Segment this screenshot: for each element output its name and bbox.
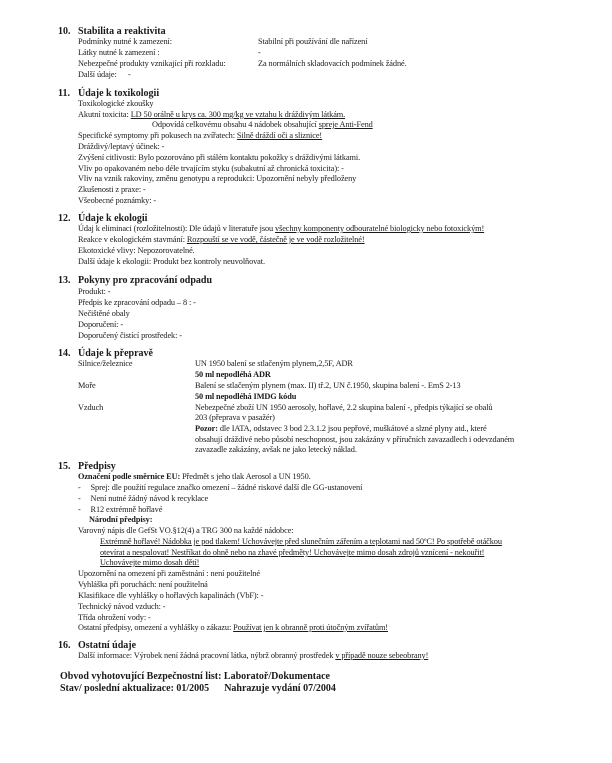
s15-line-14: Třída ohrožení vody: - bbox=[78, 613, 151, 622]
s15-bullet-3-text: R12 extrémně hořlavé bbox=[90, 505, 163, 514]
s14-air-line-4: obsahují dráždivé nebo působí neschopnost, jsou zakázány v příručních zavazadlech i odevzdaném bbox=[195, 435, 515, 444]
section-11-number: 11. bbox=[58, 88, 70, 99]
s13-line-3: Nečištěné obaly bbox=[78, 309, 130, 318]
s15-line-10: Upozornění na omezení při zaměstnání : není použitelné bbox=[78, 569, 260, 578]
s10-label-0: Podmínky nutné k zamezení: bbox=[78, 37, 172, 46]
s15-line-6: Varovný nápis dle GefSt VO.§12(4) a TRG 300 na každé nádobce: bbox=[78, 526, 294, 535]
s10-value-3: - bbox=[128, 70, 131, 79]
s14-air-line-3 bbox=[195, 424, 487, 434]
s14-sea-label: Moře bbox=[78, 381, 96, 390]
section-13-title: Pokyny pro zpracování odpadu bbox=[78, 275, 213, 286]
section-12-number: 12. bbox=[58, 213, 71, 224]
s10-value-2: Za normálních skladovacích podmínek žádné. bbox=[258, 59, 407, 68]
s11-line-8: Vliv na vznik rakoviny, změnu genotypu a reprodukci: Upozornění nebyly předloženy bbox=[78, 174, 357, 183]
section-10-title: Stabilita a reaktivita bbox=[78, 26, 166, 37]
s10-label-2: Nebezpečné produkty vznikající při rozkladu: bbox=[78, 59, 226, 68]
footer-replaces-edition: Nahrazuje vydání 07/2004 bbox=[224, 683, 336, 694]
s10-value-1: - bbox=[258, 48, 261, 57]
s11-line-3 bbox=[152, 120, 373, 130]
s14-air-line-5: zavazadle zakázány, avšak ne jako letecký náklad. bbox=[195, 445, 357, 454]
s14-air-line-2: 203 (přeprava v pasažér) bbox=[195, 413, 275, 422]
s10-label-3: Další údaje: bbox=[78, 70, 117, 79]
s11-line-3-product: spreje Anti-Fend bbox=[318, 120, 373, 129]
s11-line-4-label: Specifické symptomy při pokusech na zvířatech: bbox=[78, 131, 237, 140]
s14-sea-line-2: 50 ml nepodléhá IMDG kódu bbox=[195, 392, 297, 401]
s12-line-4: Další údaje k ekologii: Produkt bez kontroly neuvolňovat. bbox=[78, 257, 265, 266]
s11-line-1: Toxikologické zkoušky bbox=[78, 99, 154, 108]
s15-line-15 bbox=[78, 623, 388, 633]
s15-warning-line-3: Uchovávejte mimo dosah dětí! bbox=[100, 558, 200, 567]
section-14-number: 14. bbox=[58, 348, 71, 359]
s14-sea-line-1: Balení se stlačeným plynem (max. II) tř.2, UN č.1950, skupina balení -. EmS 2-13 bbox=[195, 381, 461, 390]
s14-air-label: Vzduch bbox=[78, 403, 104, 412]
s15-line-1-label: Označení podle směrnice EU: bbox=[78, 472, 181, 481]
s15-line-1 bbox=[78, 472, 311, 482]
s14-rail-line-2: 50 ml nepodléhá ADR bbox=[195, 370, 271, 379]
s15-bullet-1: - Sprej: dle použití regulace značko omezení – žádné riskové další dle GG-ustanovení bbox=[78, 483, 363, 492]
s15-line-1-text: Předmět s jeho tlak Aerosol a UN 1950. bbox=[180, 472, 311, 481]
s11-line-9: Zkušenosti z praxe: - bbox=[78, 185, 146, 194]
s15-warning-line-2: otevírat a nespalovat! Nestříkat do ohně nebo na zhavé předměty! Uchovávejte mimo dosah zdrojů vznícení - nekouřit! bbox=[100, 548, 485, 557]
s15-bullet-2: - Není nutné žádný návod k recyklace bbox=[78, 494, 209, 503]
s14-air-warning-text: dle IATA, odstavec 3 bod 2.3.1.2 jsou pepřové, muškátové a slzné plyny atd., které bbox=[217, 424, 487, 433]
s15-bullet-2-text: Není nutné žádný návod k recyklace bbox=[90, 494, 209, 503]
s11-line-2-text: LD 50 orálně u krys ca. 300 mg/kg ve vztahu k dráždivým látkám. bbox=[130, 110, 346, 119]
s12-line-1 bbox=[78, 224, 484, 234]
s16-line-1-text: Další informace: Výrobek není žádná pracovní látka, nýbrž obranný prostředek bbox=[78, 651, 336, 660]
s14-air-warning-label: Pozor: bbox=[195, 424, 218, 433]
s13-line-4: Doporučení: - bbox=[78, 320, 124, 329]
s11-line-6: Zvýšení citlivosti: Bylo pozorováno při stálém kontaktu pokožky s dráždivými látkami. bbox=[78, 153, 361, 162]
s14-air-line-1: Nebezpečné zboží UN 1950 aerosoly, hořlavé, 2.2 skupina balení -, předpis týkající se obalů bbox=[195, 403, 493, 412]
s11-line-5: Dráždivý/leptavý účinek: - bbox=[78, 142, 165, 151]
section-15-title: Předpisy bbox=[78, 461, 116, 472]
s11-line-4-text: Silně dráždí oči a sliznice! bbox=[236, 131, 323, 140]
s15-line-12: Klasifikace dle vyhlášky o hořlavých kapalinách (VbF): - bbox=[78, 591, 264, 600]
s12-line-2 bbox=[78, 235, 365, 245]
s13-line-1: Produkt: - bbox=[78, 287, 111, 296]
s15-bullet-1-text: Sprej: dle použití regulace značko omezení – žádné riskové další dle GG-ustanovení bbox=[90, 483, 363, 492]
s11-line-10: Všeobecné poznámky: - bbox=[78, 196, 157, 205]
footer-last-update: Stav/ poslední aktualizace: 01/2005 bbox=[60, 683, 210, 694]
footer-revision bbox=[60, 683, 336, 695]
s15-national-heading: Národní předpisy: bbox=[89, 515, 153, 524]
s11-line-2 bbox=[78, 110, 345, 120]
s13-line-5: Doporučený čistící prostředek: - bbox=[78, 331, 182, 340]
s11-line-7: Vliv po opakovaném nebo déle trvajícím styku (subakutní až chronická toxicita): - bbox=[78, 164, 344, 173]
s15-warning-line-1: Extrémně hořlavé! Nádobka je pod tlakem! Uchovávejte před slunečním zářením a teplotami nad 50ºC! Po spotřebě otáčkou bbox=[100, 537, 502, 546]
s12-line-2-label: Reakce v ekologickém stavmání: bbox=[78, 235, 187, 244]
s11-line-4 bbox=[78, 131, 322, 141]
s15-line-11: Vyhláška při poruchách: není použitelná bbox=[78, 580, 208, 589]
s16-line-1 bbox=[78, 651, 428, 661]
s15-line-15-text: Používat jen k obranně proti útočným zvířatům! bbox=[233, 623, 388, 632]
s10-label-1: Látky nutné k zamezení : bbox=[78, 48, 160, 57]
footer-department: Obvod vyhotovující Bezpečnostní list: Laboratoř/Dokumentace bbox=[60, 671, 330, 682]
s10-value-0: Stabilní při používání dle nařízení bbox=[258, 37, 368, 46]
section-14-title: Údaje k přepravě bbox=[78, 348, 153, 359]
section-15-number: 15. bbox=[58, 461, 71, 472]
s12-line-1-text: všechny komponenty odbouratelné biologicky nebo fotoxickým! bbox=[275, 224, 485, 233]
section-11-title: Údaje k toxikologii bbox=[78, 88, 160, 99]
s12-line-2-text: Rozpouští se ve vodě, částečně je ve vodě rozložitelné! bbox=[186, 235, 365, 244]
s15-bullet-3: - R12 extrémně hořlavé bbox=[78, 505, 163, 514]
s16-line-1-emphasis: v případě nouze sebeobrany! bbox=[335, 651, 429, 660]
s12-line-1-label: Údaj k eliminaci (rozložitelnosti): Dle údajů v literatuře jsou bbox=[78, 224, 276, 233]
s15-line-13: Technický návod vzduch: - bbox=[78, 602, 166, 611]
section-16-number: 16. bbox=[58, 640, 71, 651]
s14-rail-label: Silnice/železnice bbox=[78, 359, 133, 368]
section-16-title: Ostatní údaje bbox=[78, 640, 137, 651]
section-12-title: Údaje k ekologii bbox=[78, 213, 148, 224]
s15-line-15-label: Ostatní předpisy, omezení a vyhlášky o zákazu: bbox=[78, 623, 234, 632]
section-10-number: 10. bbox=[58, 26, 71, 37]
section-13-number: 13. bbox=[58, 275, 71, 286]
s11-line-2-label: Akutní toxicita: bbox=[78, 110, 131, 119]
s12-line-3: Ekotoxické vlivy: Nepozorovatelné. bbox=[78, 246, 195, 255]
s13-line-2: Předpis ke zpracování odpadu – 8 : - bbox=[78, 298, 196, 307]
s11-line-3-text: Odpovídá celkovému obsahu 4 nádobek obsahující bbox=[152, 120, 319, 129]
s14-rail-line-1: UN 1950 balení se stlačeným plynem,2,5F, ADR bbox=[195, 359, 353, 368]
